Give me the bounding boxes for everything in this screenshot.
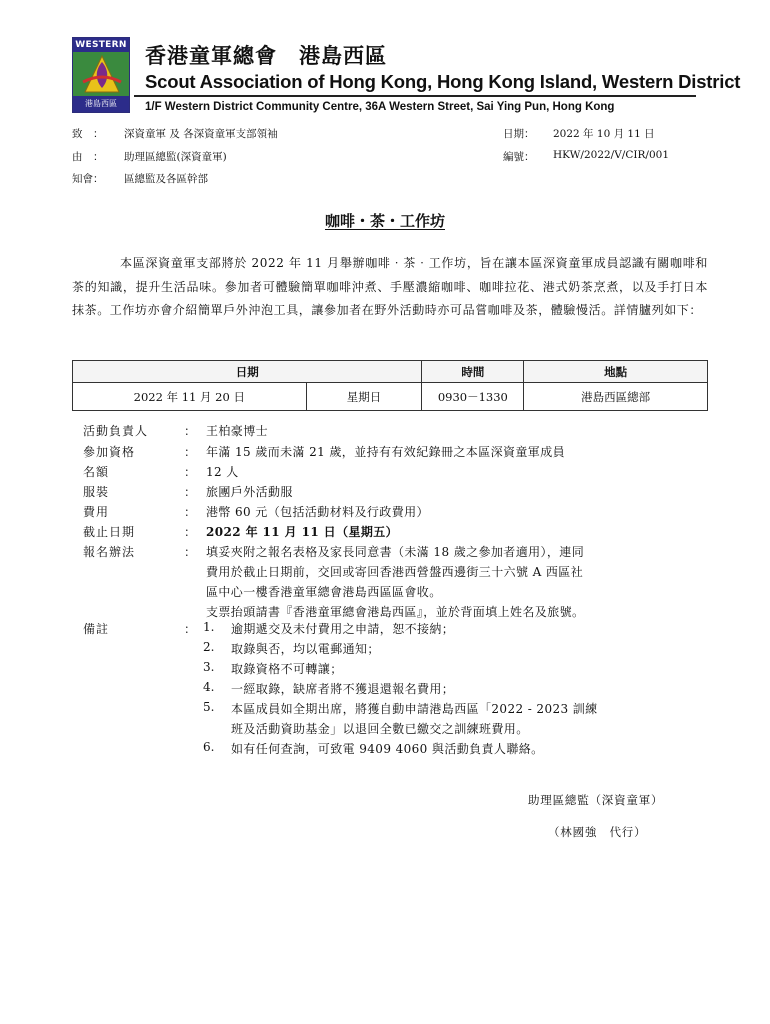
remark-text: 如有任何查詢，可致電 9409 4060 與活動負責人聯絡。 [231,742,544,756]
remark-text: 取錄資格不可轉讓； [231,662,343,676]
org-name-chinese: 香港童軍總會 港島西區 [145,44,387,68]
leader-value: 王柏豪博士 [206,424,269,438]
cell-date: 2022 年 11 月 20 日 [73,383,307,411]
remark-number: 3. [203,660,215,674]
remark-number: 1. [203,620,215,634]
header-date: 日期 [73,361,422,383]
remark-number: 6. [203,740,215,754]
intro-paragraph: 本區深資童軍支部將於 2022 年 11 月舉辦咖啡‧茶‧工作坊，旨在讓本區深資童軍成員認識有關咖啡和茶的知識，提升生活品味。參加者可體驗簡單咖啡沖煮、手壓濃縮咖啡、咖啡拉花、港式奶茶烹煮，以及手打日本抹茶。工作坊亦會介紹簡單戶外沖泡工具，讓參加者在野外活動時亦可品嘗咖啡及茶，體驗慢活。詳情臚列如下： [72,256,708,317]
method-line: 支票抬頭請書『香港童軍總會港島西區』，並於背面填上姓名及旅號。 [206,605,585,619]
remark-text: 班及活動資助基金」以退回全數已繳交之訓練班費用。 [231,722,529,736]
remark-number: 2. [203,640,215,654]
logo-emblem [73,52,129,98]
signature-name: （林國強 代行） [548,825,647,839]
remark-text: 取錄與否，均以電郵通知； [231,642,380,656]
ref-label: 編號： [503,151,535,163]
from-value: 助理區總監(深資童軍) [124,151,227,163]
header-time: 時間 [422,361,524,383]
title-text: 咖啡・茶・工作坊 [324,212,445,230]
method-label: 報名辦法 [83,545,136,559]
document-title [0,210,770,231]
remarks-label: 備註 [83,622,110,636]
district-logo [72,37,130,113]
eligibility-label: 參加資格 [83,445,136,459]
leader-label: 活動負責人 [83,424,149,438]
colon: ： [184,525,197,539]
cell-venue: 港島西區總部 [524,383,708,411]
uniform-label: 服裝 [83,485,110,499]
remark-text: 一經取錄，缺席者將不獲退還報名費用； [231,682,455,696]
remark-text: 本區成員如全期出席，將獲自動申請港島西區「2022 - 2023 訓練 [231,702,598,716]
cell-time: 0930－1330 [422,383,524,411]
date-value: 2022 年 10 月 11 日 [553,128,655,140]
fee-label: 費用 [83,505,110,519]
org-address: 1/F Western District Community Centre, 36A Western Street, Sai Ying Pun, Hong Kong [145,101,615,113]
method-line: 區中心一樓香港童軍總會港島西區區會收。 [206,585,442,599]
colon: ： [184,505,197,519]
quota-value: 12 人 [206,465,239,479]
ref-value: HKW/2022/V/CIR/001 [553,149,670,161]
uniform-value: 旅團戶外活動服 [206,485,293,499]
colon: ： [184,622,197,636]
header-divider [134,95,696,97]
logo-top-text: WESTERN [73,38,129,52]
eligibility-value: 年滿 15 歲而未滿 21 歲，並持有有效紀錄冊之本區深資童軍成員 [206,445,565,459]
colon: ： [184,545,197,559]
fleur-de-lis-icon [73,52,130,98]
schedule-header-row [73,361,708,383]
org-name-english: Scout Association of Hong Kong, Hong Kong Island, Western District [145,71,741,92]
method-line: 費用於截止日期前，交回或寄回香港西營盤西邊街三十六號 A 西區社 [206,565,584,579]
deadline-value: 2022 年 11 月 11 日（星期五） [206,525,399,539]
header-venue: 地點 [524,361,708,383]
logo-bottom-text: 港島西區 [73,96,129,112]
cc-label: 知會： [72,173,104,185]
deadline-label: 截止日期 [83,525,136,539]
colon: ： [184,485,197,499]
colon: ： [184,445,197,459]
remark-number: 5. [203,700,215,714]
quota-label: 名額 [83,465,110,479]
schedule-data-row [73,383,708,411]
colon: ： [184,465,197,479]
method-line: 填妥夾附之報名表格及家長同意書（未滿 18 歲之參加者適用），連同 [206,545,585,559]
from-label: 由 ： [72,151,104,163]
cell-weekday: 星期日 [306,383,422,411]
remark-number: 4. [203,680,215,694]
fee-value: 港幣 60 元（包括活動材料及行政費用） [206,505,429,519]
signature-title: 助理區總監（深資童軍） [528,793,664,807]
to-value: 深資童軍 及 各深資童軍支部領袖 [124,128,278,140]
colon: ： [184,424,197,438]
schedule-table [72,360,708,411]
date-label: 日期： [503,128,535,140]
to-label: 致 ： [72,128,104,140]
cc-value: 區總監及各區幹部 [124,173,208,185]
remark-text: 逾期遞交及未付費用之申請，恕不接納； [231,622,455,636]
